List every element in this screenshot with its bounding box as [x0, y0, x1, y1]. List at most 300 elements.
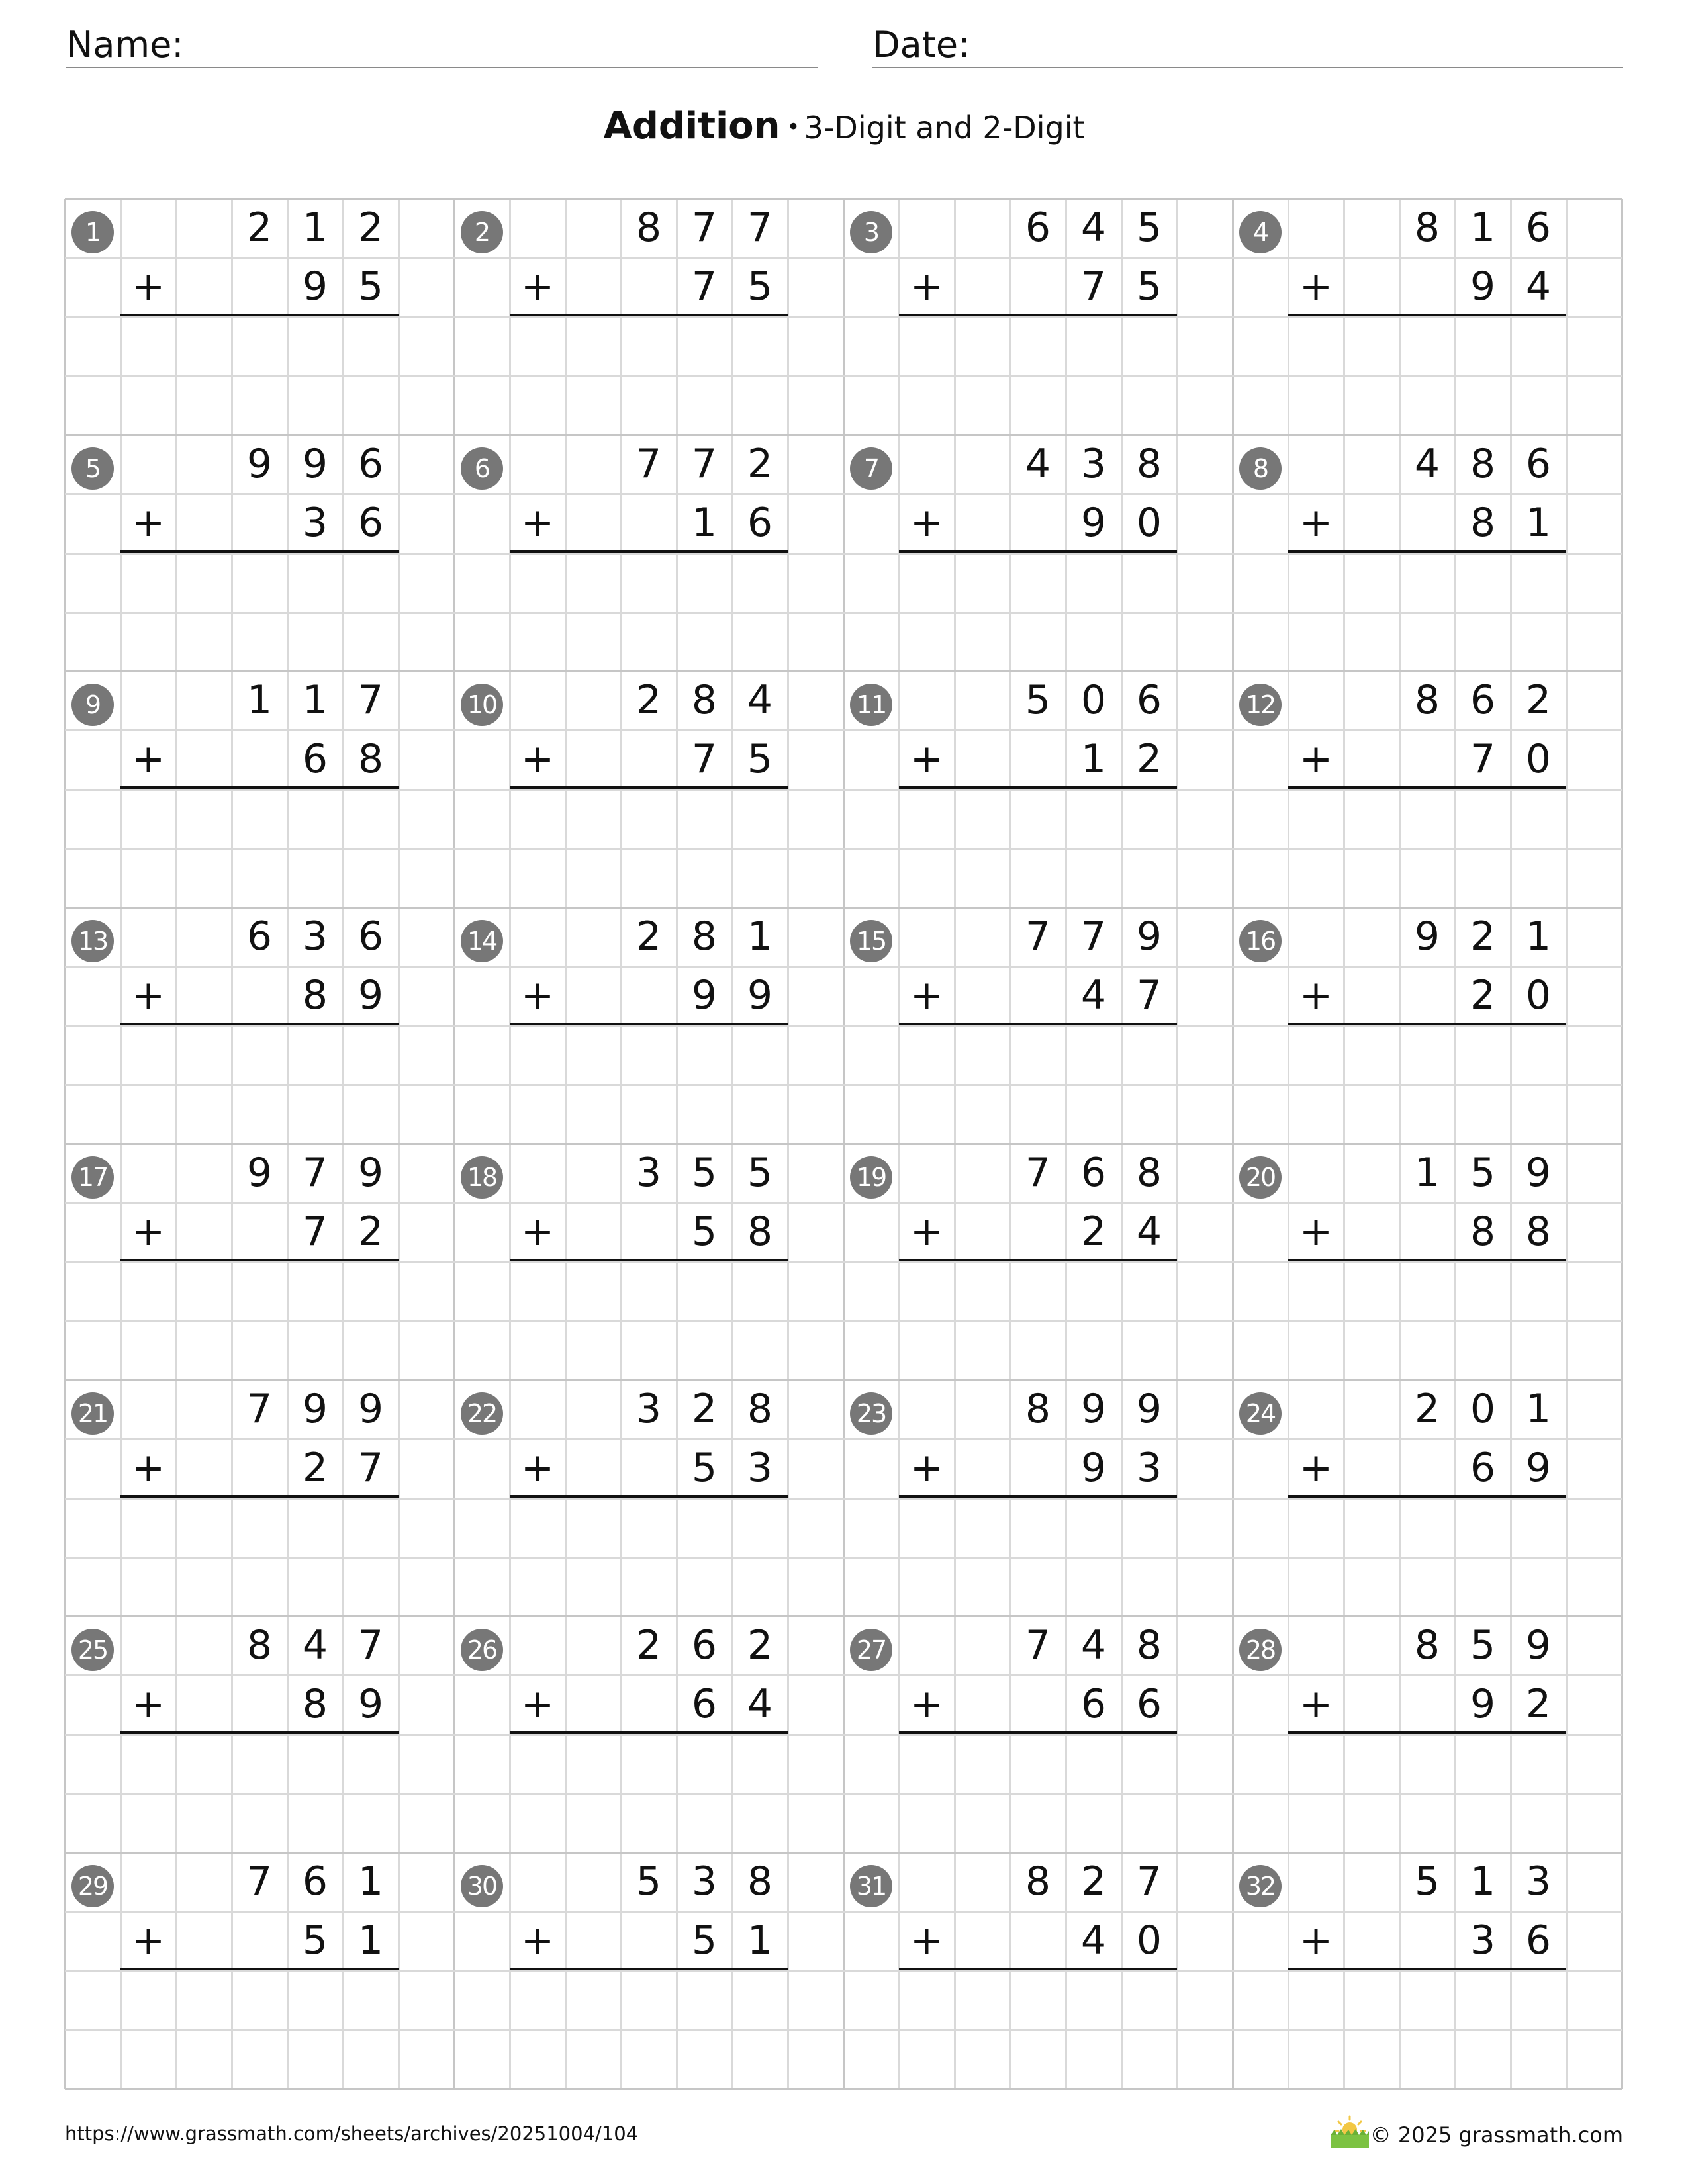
top-addend-digit: 2 — [1470, 913, 1496, 960]
sum-line — [1288, 1495, 1566, 1498]
problem-number-badge: 5 — [71, 447, 114, 490]
title-bullet: • — [786, 114, 800, 140]
sum-line — [1288, 550, 1566, 553]
top-addend-digit: 2 — [747, 1622, 773, 1668]
top-addend-digit: 1 — [302, 205, 328, 251]
problem-number-badge: 22 — [461, 1392, 503, 1435]
plus-sign: + — [910, 1208, 944, 1255]
plus-sign: + — [520, 500, 555, 546]
top-addend-digit: 3 — [635, 1150, 662, 1196]
sum-line — [120, 786, 399, 789]
bottom-addend-digit: 2 — [1525, 1681, 1552, 1728]
bottom-addend-digit: 6 — [357, 500, 384, 547]
problem-number-badge: 30 — [461, 1865, 503, 1907]
problem-number-badge: 29 — [71, 1865, 114, 1907]
problem-number-badge: 26 — [461, 1629, 503, 1671]
top-addend-digit: 8 — [1414, 1622, 1440, 1668]
bottom-addend-digit: 9 — [1080, 500, 1107, 547]
top-addend-digit: 1 — [357, 1858, 384, 1905]
bottom-addend-digit: 8 — [1525, 1208, 1552, 1255]
problem-number-badge: 14 — [461, 920, 503, 962]
sum-line — [510, 786, 788, 789]
bottom-addend-digit: 5 — [357, 263, 384, 310]
bottom-addend-digit: 9 — [1470, 1681, 1496, 1728]
bottom-addend-digit: 5 — [691, 1917, 718, 1964]
top-addend-digit: 6 — [357, 441, 384, 487]
bottom-addend-digit: 1 — [357, 1917, 384, 1964]
sum-line — [120, 1259, 399, 1261]
bottom-addend-digit: 2 — [1470, 972, 1496, 1019]
bottom-addend-digit: 5 — [691, 1445, 718, 1492]
bottom-addend-digit: 4 — [1525, 263, 1552, 310]
problem-number-badge: 13 — [71, 920, 114, 962]
addition-problem — [65, 907, 454, 1144]
bottom-addend-digit: 6 — [1470, 1445, 1496, 1492]
bottom-addend-digit: 6 — [1525, 1917, 1552, 1964]
problem-number-badge: 24 — [1239, 1392, 1282, 1435]
problem-number-badge: 27 — [850, 1629, 892, 1671]
plus-sign: + — [520, 1208, 555, 1255]
bottom-addend-digit: 5 — [747, 736, 773, 783]
problem-number-badge: 20 — [1239, 1156, 1282, 1199]
top-addend-digit: 6 — [246, 913, 273, 960]
addition-problem — [843, 1380, 1233, 1616]
problem-number-badge: 11 — [850, 684, 892, 726]
top-addend-digit: 2 — [1414, 1386, 1440, 1432]
bottom-addend-digit: 6 — [691, 1681, 718, 1728]
top-addend-digit: 5 — [1025, 677, 1051, 723]
problem-number-badge: 19 — [850, 1156, 892, 1199]
bottom-addend-digit: 7 — [691, 736, 718, 783]
problem-number-badge: 16 — [1239, 920, 1282, 962]
addition-problem — [454, 1144, 843, 1380]
top-addend-digit: 6 — [357, 913, 384, 960]
sum-line — [899, 1259, 1177, 1261]
top-addend-digit: 2 — [747, 441, 773, 487]
top-addend-digit: 5 — [691, 1150, 718, 1196]
top-addend-digit: 4 — [302, 1622, 328, 1668]
top-addend-digit: 8 — [691, 913, 718, 960]
top-addend-digit: 6 — [1470, 677, 1496, 723]
sum-line — [1288, 1968, 1566, 1970]
top-addend-digit: 3 — [691, 1858, 718, 1905]
addition-problem — [454, 1852, 843, 2089]
top-addend-digit: 5 — [1470, 1622, 1496, 1668]
plus-sign: + — [131, 1208, 165, 1255]
addition-problem — [454, 1380, 843, 1616]
addition-problem — [65, 671, 454, 907]
bottom-addend-digit: 9 — [357, 1681, 384, 1728]
plus-sign: + — [910, 1445, 944, 1491]
top-addend-digit: 8 — [1136, 1622, 1162, 1668]
addition-problem — [1233, 1616, 1622, 1852]
bottom-addend-digit: 6 — [302, 736, 328, 783]
sum-line — [510, 1731, 788, 1734]
top-addend-digit: 3 — [302, 913, 328, 960]
plus-sign: + — [131, 263, 165, 310]
bottom-addend-digit: 8 — [302, 1681, 328, 1728]
top-addend-digit: 1 — [1525, 1386, 1552, 1432]
top-addend-digit: 9 — [302, 441, 328, 487]
top-addend-digit: 1 — [302, 677, 328, 723]
footer-url: https://www.grassmath.com/sheets/archives/20251004/104 — [65, 2122, 639, 2145]
top-addend-digit: 1 — [1470, 1858, 1496, 1905]
bottom-addend-digit: 7 — [691, 263, 718, 310]
top-addend-digit: 8 — [747, 1858, 773, 1905]
bottom-addend-digit: 7 — [357, 1445, 384, 1492]
addition-problem — [843, 1144, 1233, 1380]
top-addend-digit: 9 — [1080, 1386, 1107, 1432]
plus-sign: + — [1299, 1208, 1333, 1255]
top-addend-digit: 7 — [246, 1858, 273, 1905]
bottom-addend-digit: 0 — [1525, 972, 1552, 1019]
top-addend-digit: 1 — [1414, 1150, 1440, 1196]
top-addend-digit: 5 — [1470, 1150, 1496, 1196]
sum-line — [120, 1495, 399, 1498]
sum-line — [899, 1731, 1177, 1734]
addition-problem — [1233, 907, 1622, 1144]
plus-sign: + — [520, 736, 555, 782]
bottom-addend-digit: 7 — [302, 1208, 328, 1255]
top-addend-digit: 8 — [1470, 441, 1496, 487]
plus-sign: + — [1299, 263, 1333, 310]
bottom-addend-digit: 4 — [747, 1681, 773, 1728]
addition-problem — [454, 199, 843, 435]
top-addend-digit: 1 — [1525, 913, 1552, 960]
top-addend-digit: 8 — [1136, 441, 1162, 487]
plus-sign: + — [520, 972, 555, 1019]
addition-problem — [65, 1852, 454, 2089]
sum-line — [1288, 1731, 1566, 1734]
addition-problem — [454, 907, 843, 1144]
top-addend-digit: 8 — [747, 1386, 773, 1432]
problem-grid — [65, 199, 1622, 2089]
problem-number-badge: 9 — [71, 684, 114, 726]
top-addend-digit: 8 — [246, 1622, 273, 1668]
plus-sign: + — [1299, 736, 1333, 782]
addition-problem — [843, 1616, 1233, 1852]
problem-number-badge: 8 — [1239, 447, 1282, 490]
bottom-addend-digit: 6 — [747, 500, 773, 547]
addition-problem — [65, 1144, 454, 1380]
top-addend-digit: 5 — [747, 1150, 773, 1196]
bottom-addend-digit: 1 — [1525, 500, 1552, 547]
top-addend-digit: 4 — [1414, 441, 1440, 487]
top-addend-digit: 1 — [246, 677, 273, 723]
bottom-addend-digit: 9 — [747, 972, 773, 1019]
top-addend-digit: 4 — [1080, 1622, 1107, 1668]
plus-sign: + — [910, 972, 944, 1019]
plus-sign: + — [520, 263, 555, 310]
top-addend-digit: 9 — [1525, 1150, 1552, 1196]
bottom-addend-digit: 4 — [1136, 1208, 1162, 1255]
sum-line — [899, 1495, 1177, 1498]
bottom-addend-digit: 9 — [357, 972, 384, 1019]
plus-sign: + — [910, 736, 944, 782]
bottom-addend-digit: 8 — [1470, 1208, 1496, 1255]
top-addend-digit: 3 — [1080, 441, 1107, 487]
bottom-addend-digit: 2 — [302, 1445, 328, 1492]
date-field-line[interactable] — [872, 67, 1623, 68]
sum-line — [1288, 314, 1566, 316]
addition-problem — [843, 1852, 1233, 2089]
bottom-addend-digit: 3 — [747, 1445, 773, 1492]
plus-sign: + — [910, 1681, 944, 1727]
top-addend-digit: 9 — [1414, 913, 1440, 960]
bottom-addend-digit: 8 — [357, 736, 384, 783]
top-addend-digit: 6 — [1025, 205, 1051, 251]
addition-problem — [1233, 671, 1622, 907]
bottom-addend-digit: 0 — [1136, 500, 1162, 547]
bottom-addend-digit: 2 — [1080, 1208, 1107, 1255]
sum-line — [899, 550, 1177, 553]
top-addend-digit: 6 — [691, 1622, 718, 1668]
top-addend-digit: 7 — [1136, 1858, 1162, 1905]
bottom-addend-digit: 7 — [1136, 972, 1162, 1019]
problem-number-badge: 15 — [850, 920, 892, 962]
top-addend-digit: 7 — [747, 205, 773, 251]
plus-sign: + — [520, 1445, 555, 1491]
bottom-addend-digit: 5 — [1136, 263, 1162, 310]
problem-number-badge: 18 — [461, 1156, 503, 1199]
problem-number-badge: 4 — [1239, 211, 1282, 253]
top-addend-digit: 8 — [1414, 205, 1440, 251]
sum-line — [120, 1968, 399, 1970]
top-addend-digit: 2 — [357, 205, 384, 251]
addition-problem — [454, 435, 843, 671]
bottom-addend-digit: 8 — [1470, 500, 1496, 547]
bottom-addend-digit: 9 — [691, 972, 718, 1019]
addition-problem — [1233, 199, 1622, 435]
top-addend-digit: 2 — [635, 1622, 662, 1668]
bottom-addend-digit: 8 — [302, 972, 328, 1019]
bottom-addend-digit: 3 — [302, 500, 328, 547]
top-addend-digit: 9 — [1136, 913, 1162, 960]
top-addend-digit: 7 — [1025, 1150, 1051, 1196]
bottom-addend-digit: 6 — [1080, 1681, 1107, 1728]
top-addend-digit: 0 — [1470, 1386, 1496, 1432]
plus-sign: + — [131, 972, 165, 1019]
bottom-addend-digit: 0 — [1136, 1917, 1162, 1964]
bottom-addend-digit: 4 — [1080, 972, 1107, 1019]
plus-sign: + — [131, 500, 165, 546]
problem-number-badge: 31 — [850, 1865, 892, 1907]
top-addend-digit: 7 — [691, 205, 718, 251]
plus-sign: + — [520, 1681, 555, 1727]
bottom-addend-digit: 7 — [1080, 263, 1107, 310]
plus-sign: + — [131, 736, 165, 782]
addition-problem — [843, 907, 1233, 1144]
top-addend-digit: 7 — [246, 1386, 273, 1432]
sum-line — [120, 1023, 399, 1025]
sum-line — [510, 550, 788, 553]
top-addend-digit: 1 — [1470, 205, 1496, 251]
bottom-addend-digit: 9 — [1470, 263, 1496, 310]
problem-number-badge: 1 — [71, 211, 114, 253]
top-addend-digit: 6 — [1080, 1150, 1107, 1196]
bottom-addend-digit: 5 — [691, 1208, 718, 1255]
problem-number-badge: 32 — [1239, 1865, 1282, 1907]
problem-number-badge: 6 — [461, 447, 503, 490]
top-addend-digit: 8 — [691, 677, 718, 723]
top-addend-digit: 0 — [1080, 677, 1107, 723]
top-addend-digit: 3 — [635, 1386, 662, 1432]
addition-problem — [65, 435, 454, 671]
sum-line — [510, 1259, 788, 1261]
bottom-addend-digit: 9 — [1525, 1445, 1552, 1492]
problem-number-badge: 23 — [850, 1392, 892, 1435]
top-addend-digit: 2 — [246, 205, 273, 251]
plus-sign: + — [1299, 1445, 1333, 1491]
problem-number-badge: 21 — [71, 1392, 114, 1435]
addition-problem — [65, 199, 454, 435]
top-addend-digit: 9 — [357, 1386, 384, 1432]
top-addend-digit: 7 — [357, 1622, 384, 1668]
bottom-addend-digit: 8 — [747, 1208, 773, 1255]
bottom-addend-digit: 3 — [1470, 1917, 1496, 1964]
sum-line — [1288, 1259, 1566, 1261]
sum-line — [510, 314, 788, 316]
top-addend-digit: 2 — [635, 677, 662, 723]
bottom-addend-digit: 6 — [1136, 1681, 1162, 1728]
top-addend-digit: 8 — [1136, 1150, 1162, 1196]
problem-number-badge: 10 — [461, 684, 503, 726]
top-addend-digit: 1 — [747, 913, 773, 960]
addition-problem — [65, 1616, 454, 1852]
top-addend-digit: 7 — [1025, 913, 1051, 960]
addition-problem — [1233, 1380, 1622, 1616]
name-label: Name: — [66, 24, 184, 66]
top-addend-digit: 7 — [1080, 913, 1107, 960]
footer-copyright: © 2025 grassmath.com — [1370, 2122, 1623, 2148]
top-addend-digit: 9 — [1525, 1622, 1552, 1668]
top-addend-digit: 2 — [1525, 677, 1552, 723]
sum-line — [510, 1495, 788, 1498]
top-addend-digit: 9 — [302, 1386, 328, 1432]
addition-problem — [454, 671, 843, 907]
top-addend-digit: 4 — [1080, 205, 1107, 251]
addition-problem — [843, 671, 1233, 907]
top-addend-digit: 3 — [1525, 1858, 1552, 1905]
title-main: Addition — [603, 105, 780, 148]
sum-line — [1288, 1023, 1566, 1025]
top-addend-digit: 9 — [246, 1150, 273, 1196]
problem-number-badge: 2 — [461, 211, 503, 253]
problem-number-badge: 17 — [71, 1156, 114, 1199]
sum-line — [120, 314, 399, 316]
top-addend-digit: 7 — [302, 1150, 328, 1196]
problem-number-badge: 28 — [1239, 1629, 1282, 1671]
sum-line — [510, 1023, 788, 1025]
bottom-addend-digit: 9 — [1080, 1445, 1107, 1492]
bottom-addend-digit: 9 — [302, 263, 328, 310]
addition-problem — [843, 435, 1233, 671]
top-addend-digit: 5 — [635, 1858, 662, 1905]
top-addend-digit: 7 — [691, 441, 718, 487]
top-addend-digit: 5 — [1136, 205, 1162, 251]
bottom-addend-digit: 2 — [357, 1208, 384, 1255]
sum-line — [899, 1968, 1177, 1970]
bottom-addend-digit: 5 — [302, 1917, 328, 1964]
title-subtitle: 3-Digit and 2-Digit — [804, 110, 1085, 146]
worksheet-title — [0, 105, 1688, 148]
problem-number-badge: 3 — [850, 211, 892, 253]
top-addend-digit: 7 — [357, 677, 384, 723]
problem-number-badge: 25 — [71, 1629, 114, 1671]
top-addend-digit: 7 — [635, 441, 662, 487]
top-addend-digit: 8 — [1025, 1858, 1051, 1905]
bottom-addend-digit: 7 — [1470, 736, 1496, 783]
addition-problem — [454, 1616, 843, 1852]
top-addend-digit: 2 — [635, 913, 662, 960]
plus-sign: + — [1299, 1681, 1333, 1727]
bottom-addend-digit: 3 — [1136, 1445, 1162, 1492]
addition-problem — [1233, 435, 1622, 671]
bottom-addend-digit: 4 — [1080, 1917, 1107, 1964]
top-addend-digit: 9 — [357, 1150, 384, 1196]
plus-sign: + — [1299, 1917, 1333, 1964]
sum-line — [899, 1023, 1177, 1025]
addition-problem — [1233, 1144, 1622, 1380]
top-addend-digit: 6 — [302, 1858, 328, 1905]
bottom-addend-digit: 1 — [1080, 736, 1107, 783]
addition-problem — [843, 199, 1233, 435]
top-addend-digit: 6 — [1525, 205, 1552, 251]
sum-line — [120, 550, 399, 553]
date-label: Date: — [872, 24, 970, 66]
plus-sign: + — [520, 1917, 555, 1964]
bottom-addend-digit: 2 — [1136, 736, 1162, 783]
top-addend-digit: 5 — [1414, 1858, 1440, 1905]
sum-line — [899, 786, 1177, 789]
bottom-addend-digit: 1 — [691, 500, 718, 547]
addition-problem — [1233, 1852, 1622, 2089]
plus-sign: + — [910, 263, 944, 310]
top-addend-digit: 2 — [691, 1386, 718, 1432]
top-addend-digit: 9 — [1136, 1386, 1162, 1432]
top-addend-digit: 7 — [1025, 1622, 1051, 1668]
plus-sign: + — [1299, 500, 1333, 546]
grass-sun-logo-icon — [1327, 2113, 1373, 2150]
top-addend-digit: 6 — [1525, 441, 1552, 487]
problem-number-badge: 7 — [850, 447, 892, 490]
plus-sign: + — [910, 1917, 944, 1964]
addition-problem — [65, 1380, 454, 1616]
bottom-addend-digit: 0 — [1525, 736, 1552, 783]
name-field-line[interactable] — [66, 67, 818, 68]
plus-sign: + — [131, 1917, 165, 1964]
plus-sign: + — [1299, 972, 1333, 1019]
problem-number-badge: 12 — [1239, 684, 1282, 726]
top-addend-digit: 8 — [635, 205, 662, 251]
sum-line — [1288, 786, 1566, 789]
bottom-addend-digit: 1 — [747, 1917, 773, 1964]
sum-line — [510, 1968, 788, 1970]
top-addend-digit: 4 — [1025, 441, 1051, 487]
plus-sign: + — [131, 1681, 165, 1727]
sum-line — [899, 314, 1177, 316]
top-addend-digit: 8 — [1414, 677, 1440, 723]
sum-line — [120, 1731, 399, 1734]
bottom-addend-digit: 5 — [747, 263, 773, 310]
top-addend-digit: 2 — [1080, 1858, 1107, 1905]
plus-sign: + — [131, 1445, 165, 1491]
plus-sign: + — [910, 500, 944, 546]
top-addend-digit: 9 — [246, 441, 273, 487]
top-addend-digit: 8 — [1025, 1386, 1051, 1432]
top-addend-digit: 6 — [1136, 677, 1162, 723]
top-addend-digit: 4 — [747, 677, 773, 723]
